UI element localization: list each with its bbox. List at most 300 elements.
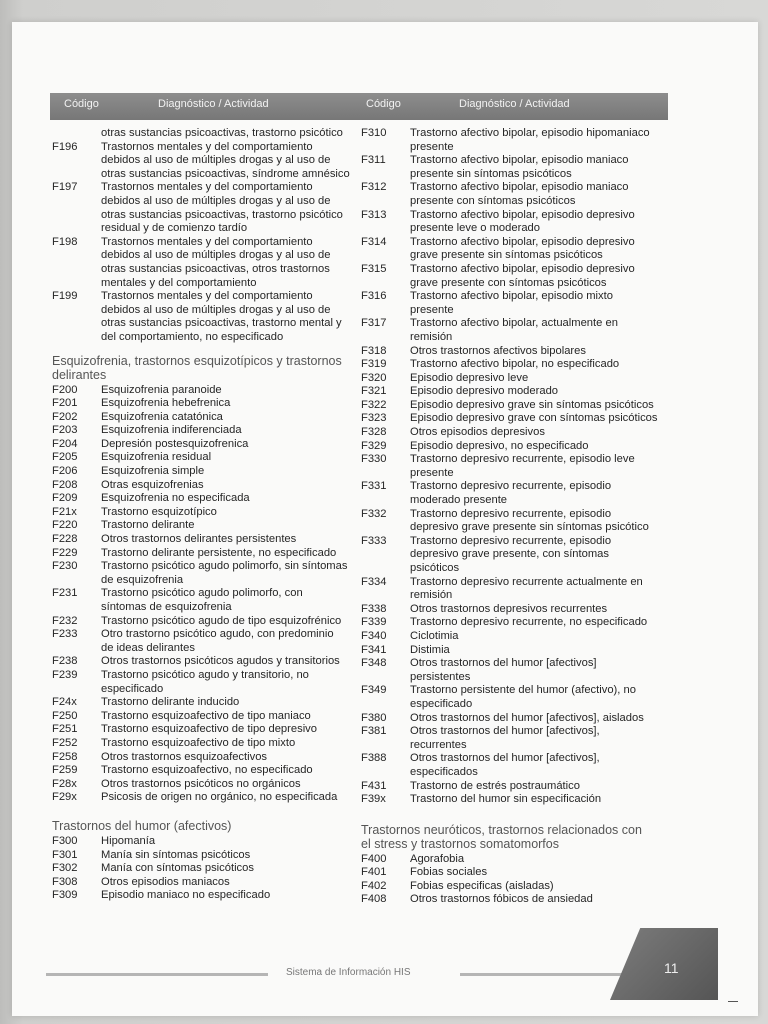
list-item — [361, 616, 679, 630]
diagnosis-description — [410, 644, 679, 658]
diagnosis-description — [410, 893, 679, 907]
diagnosis-code: F231 — [52, 587, 78, 600]
description-line: debidos al uso de múltiples drogas y al uso de — [101, 154, 331, 167]
description-line: Trastorno afectivo bipolar, episodio depresivo — [410, 262, 635, 275]
section-heading-neuroticos — [361, 823, 679, 851]
diagnosis-code: F199 — [52, 290, 78, 303]
list-item — [52, 181, 352, 235]
diagnosis-description — [410, 385, 679, 399]
diagnosis-description — [101, 506, 352, 520]
diagnosis-description — [410, 853, 679, 867]
diagnosis-code: F381 — [361, 725, 387, 738]
description-line: grave presente con síntomas psicóticos — [410, 276, 607, 289]
diagnosis-code: F328 — [361, 426, 387, 439]
diagnosis-code: F209 — [52, 492, 78, 505]
description-line: Otros trastornos depresivos recurrentes — [410, 602, 608, 615]
list-item — [52, 723, 352, 737]
list-item — [361, 866, 679, 880]
description-line: Otros trastornos afectivos bipolares — [410, 344, 586, 357]
diagnosis-description — [410, 440, 679, 454]
diagnosis-description — [101, 849, 352, 863]
description-line: presente — [410, 140, 454, 153]
diagnosis-code: F220 — [52, 519, 78, 532]
list-item — [52, 384, 352, 398]
list-item — [52, 533, 352, 547]
diagnosis-code: F258 — [52, 750, 78, 763]
diagnosis-description — [101, 751, 352, 765]
diagnosis-code: F259 — [52, 764, 78, 777]
list-item — [361, 440, 679, 454]
description-line: Psicosis de origen no orgánico, no especificada — [101, 791, 338, 804]
diagnosis-code — [52, 127, 101, 141]
section-heading-humor — [52, 819, 352, 833]
list-item — [361, 853, 679, 867]
diagnosis-description — [101, 547, 352, 561]
description-line: Trastorno psicótico agudo y transitorio, no — [101, 668, 309, 681]
diagnosis-description — [410, 154, 679, 181]
diagnosis-code: F310 — [361, 127, 387, 139]
description-line: remisión — [410, 589, 453, 602]
description-line: Esquizofrenia hebefrenica — [101, 397, 231, 410]
description-line: Depresión postesquizofrenica — [101, 437, 249, 450]
diagnosis-description — [101, 290, 352, 344]
diagnosis-code: F251 — [52, 723, 78, 736]
diagnosis-code: F200 — [52, 383, 78, 396]
heading-line: Esquizofrenia, trastornos esquizotípicos y trastornos — [52, 353, 342, 368]
list-item — [361, 372, 679, 386]
diagnosis-code: F238 — [52, 655, 78, 668]
description-line: presente — [410, 303, 454, 316]
description-line: Trastorno afectivo bipolar, episodio maniaco — [410, 181, 629, 194]
table-header — [50, 93, 668, 120]
diagnosis-code: F206 — [52, 465, 78, 478]
description-line: Otros trastornos del humor [afectivos], — [410, 752, 600, 765]
header-left-diagnosis: Diagnóstico / Actividad — [158, 98, 269, 110]
diagnosis-description — [101, 889, 352, 903]
list-item — [361, 263, 679, 290]
diagnosis-code: F202 — [52, 410, 78, 423]
description-line: grave presente sin síntomas psicóticos — [410, 249, 603, 262]
heading-line: Trastornos neuróticos, trastornos relacionados con — [361, 822, 642, 837]
neuroticos-list — [361, 853, 679, 907]
description-line: Trastorno depresivo recurrente, no especificado — [410, 616, 648, 629]
diagnosis-description — [410, 127, 679, 154]
diagnosis-code: F349 — [361, 684, 387, 697]
diagnosis-code: F24x — [52, 696, 77, 709]
diagnosis-code: F229 — [52, 546, 78, 559]
description-line: especificados — [410, 765, 478, 778]
description-line: Trastorno esquizoafectivo de tipo depresivo — [101, 723, 317, 736]
list-item — [361, 630, 679, 644]
description-line: Otros trastornos del humor [afectivos], aislados — [410, 711, 644, 724]
description-line: Episodio depresivo leve — [410, 371, 529, 384]
list-item — [52, 492, 352, 506]
diagnosis-description — [101, 411, 352, 425]
description-line: Trastorno afectivo bipolar, episodio depresivo — [410, 208, 635, 221]
diagnosis-description — [410, 290, 679, 317]
description-line: Otros trastornos del humor [afectivos], — [410, 725, 600, 738]
description-line: Episodio depresivo grave con síntomas psicóticos — [410, 412, 658, 425]
heading-line: el stress y trastornos somatomorfos — [361, 836, 559, 851]
list-item — [361, 236, 679, 263]
diagnosis-code: F315 — [361, 262, 387, 275]
diagnosis-description — [101, 236, 352, 290]
list-item — [52, 465, 352, 479]
list-item — [52, 141, 352, 182]
header-right-diagnosis: Diagnóstico / Actividad — [459, 98, 570, 110]
description-line: Trastorno depresivo recurrente, episodio — [410, 534, 612, 547]
diagnosis-code: F320 — [361, 371, 387, 384]
description-line: presente con síntomas psicóticos — [410, 194, 576, 207]
diagnosis-description — [410, 576, 679, 603]
description-line: debidos al uso de múltiples drogas y al uso de — [101, 303, 331, 316]
list-item — [52, 764, 352, 778]
description-line: otras sustancias psicoactivas, trastorno psicótico — [101, 127, 343, 139]
description-line: Otros trastornos psicóticos agudos y transitorios — [101, 655, 340, 668]
description-line: Trastorno afectivo bipolar, actualmente en — [410, 317, 618, 330]
diagnosis-code: F332 — [361, 507, 387, 520]
list-item — [361, 290, 679, 317]
description-line: Esquizofrenia paranoide — [101, 383, 222, 396]
list-item — [52, 669, 352, 696]
list-item — [52, 737, 352, 751]
description-line: Episodio maniaco no especificado — [101, 889, 271, 902]
diagnosis-description — [410, 236, 679, 263]
list-item — [52, 778, 352, 792]
diagnosis-description — [101, 696, 352, 710]
diagnosis-description — [101, 723, 352, 737]
diagnosis-description — [101, 791, 352, 805]
list-item — [52, 424, 352, 438]
list-item — [361, 399, 679, 413]
diagnosis-code: F232 — [52, 614, 78, 627]
description-line: Trastornos mentales y del comportamiento — [101, 140, 313, 153]
diagnosis-description — [410, 358, 679, 372]
description-line: remisión — [410, 330, 453, 343]
diagnosis-description — [410, 603, 679, 617]
diagnosis-code: F252 — [52, 736, 78, 749]
list-item — [361, 535, 679, 576]
diagnosis-description — [101, 181, 352, 235]
diagnosis-description — [410, 780, 679, 794]
diagnosis-code: F388 — [361, 752, 387, 765]
diagnosis-code: F333 — [361, 534, 387, 547]
description-line: Trastorno esquizotípico — [101, 505, 217, 518]
description-line: Esquizofrenia indiferenciada — [101, 424, 242, 437]
description-line: mentales y del comportamiento — [101, 276, 257, 289]
list-item — [52, 411, 352, 425]
diagnosis-code: F208 — [52, 478, 78, 491]
description-line: Otros trastornos fóbicos de ansiedad — [410, 893, 593, 906]
diagnosis-code: F431 — [361, 779, 387, 792]
description-line: Otros trastornos del humor [afectivos] — [410, 657, 597, 670]
diagnosis-code: F401 — [361, 866, 387, 879]
list-item — [361, 209, 679, 236]
description-line: otras sustancias psicoactivas, trastorno psicótico — [101, 208, 343, 221]
description-line: Trastorno delirante inducido — [101, 696, 240, 709]
diagnosis-description — [410, 880, 679, 894]
diagnosis-code: F322 — [361, 398, 387, 411]
list-item — [361, 780, 679, 794]
diagnosis-description — [101, 655, 352, 669]
header-left-code: Código — [64, 98, 99, 110]
list-item — [52, 876, 352, 890]
description-line: presente leve o moderado — [410, 222, 540, 235]
list-item — [52, 889, 352, 903]
diagnosis-code: F380 — [361, 711, 387, 724]
edge-mark — [728, 1001, 738, 1002]
diagnosis-code: F233 — [52, 628, 78, 641]
description-line: Trastorno afectivo bipolar, episodio mixto — [410, 290, 613, 303]
diagnosis-code: F402 — [361, 879, 387, 892]
description-line: Manía sin síntomas psicóticos — [101, 848, 251, 861]
description-line: Episodio depresivo, no especificado — [410, 439, 589, 452]
diagnosis-description — [101, 479, 352, 493]
diagnosis-code: F313 — [361, 208, 387, 221]
description-line: Trastorno psicótico agudo polimorfo, sin síntomas — [101, 560, 348, 573]
list-item — [52, 397, 352, 411]
description-line: Esquizofrenia catatónica — [101, 410, 223, 423]
diagnosis-description — [410, 684, 679, 711]
description-line: especificado — [101, 682, 164, 695]
diagnosis-code: F196 — [52, 140, 78, 153]
description-line: Fobias especificas (aisladas) — [410, 879, 554, 892]
list-item — [361, 412, 679, 426]
diagnosis-code: F348 — [361, 657, 387, 670]
diagnosis-code: F29x — [52, 791, 77, 804]
description-line: Otros trastornos delirantes persistentes — [101, 533, 297, 546]
description-line: Trastorno afectivo bipolar, episodio depresivo — [410, 235, 635, 248]
description-line: Trastorno afectivo bipolar, episodio hipomaniaco — [410, 127, 650, 139]
diagnosis-description — [410, 657, 679, 684]
diagnosis-description — [410, 630, 679, 644]
description-line: Trastorno del humor sin especificación — [410, 793, 602, 806]
diagnosis-code: F312 — [361, 181, 387, 194]
list-item — [52, 587, 352, 614]
diagnosis-description — [410, 317, 679, 344]
description-line: Trastorno afectivo bipolar, episodio maniaco — [410, 154, 629, 167]
diagnosis-description — [101, 438, 352, 452]
description-line: Hipomanía — [101, 834, 156, 847]
list-item — [361, 358, 679, 372]
diagnosis-description — [101, 710, 352, 724]
description-line: Distimia — [410, 643, 450, 656]
description-line: Trastorno psicótico agudo polimorfo, con — [101, 587, 303, 600]
list-item — [361, 657, 679, 684]
description-line: Otros episodios maniacos — [101, 875, 230, 888]
diagnosis-description — [101, 628, 352, 655]
diagnosis-description — [410, 752, 679, 779]
section-heading-esquizofrenia — [52, 354, 352, 382]
diagnosis-description — [410, 725, 679, 752]
description-line: Episodio depresivo grave sin síntomas psicóticos — [410, 398, 654, 411]
list-item — [52, 547, 352, 561]
description-line: Trastorno de estrés postraumático — [410, 779, 580, 792]
diagnosis-description — [410, 412, 679, 426]
description-line: presente — [410, 466, 454, 479]
list-item — [52, 696, 352, 710]
description-line: presente sin síntomas psicóticos — [410, 167, 572, 180]
diagnosis-description — [101, 862, 352, 876]
diagnosis-code: F317 — [361, 317, 387, 330]
list-item — [361, 127, 679, 154]
description-line: síntomas de esquizofrenia — [101, 601, 232, 613]
diagnosis-code: F198 — [52, 235, 78, 248]
list-item — [361, 453, 679, 480]
description-line: debidos al uso de múltiples drogas y al uso de — [101, 194, 331, 207]
heading-line: Trastornos del humor (afectivos) — [52, 818, 232, 833]
diagnosis-description — [101, 615, 352, 629]
diagnosis-code: F400 — [361, 852, 387, 865]
description-line: especificado — [410, 697, 473, 710]
description-line: residual y de comienzo tardío — [101, 222, 248, 235]
diagnosis-code: F28x — [52, 777, 77, 790]
diagnosis-description — [410, 866, 679, 880]
description-line: moderado presente — [410, 494, 508, 507]
description-line: Trastorno depresivo recurrente, episodio leve — [410, 453, 635, 466]
description-line: Otras esquizofrenias — [101, 478, 204, 491]
list-item — [361, 793, 679, 807]
diagnosis-description — [101, 397, 352, 411]
diagnosis-code: F204 — [52, 437, 78, 450]
diagnosis-description — [410, 426, 679, 440]
description-line: otras sustancias psicoactivas, síndrome amnésico — [101, 167, 350, 180]
list-item — [361, 345, 679, 359]
diagnosis-description — [101, 533, 352, 547]
description-line: Otro trastorno psicótico agudo, con predominio — [101, 628, 334, 641]
diagnosis-description — [410, 535, 679, 576]
description-line: Trastorno delirante — [101, 519, 195, 532]
diagnosis-code: F21x — [52, 505, 77, 518]
diagnosis-code: F329 — [361, 439, 387, 452]
list-item — [361, 644, 679, 658]
description-line: Otros trastornos psicóticos no orgánicos — [101, 777, 301, 790]
list-item — [52, 628, 352, 655]
diagnosis-description — [101, 424, 352, 438]
description-line: otras sustancias psicoactivas, otros trastornos — [101, 262, 330, 275]
description-line: Trastorno esquizoafectivo, no especificado — [101, 764, 313, 777]
diagnosis-code: F408 — [361, 893, 387, 906]
diagnosis-code: F39x — [361, 793, 386, 806]
description-line: Trastorno delirante persistente, no especificado — [101, 546, 337, 559]
description-line: Trastornos mentales y del comportamiento — [101, 290, 313, 303]
diagnosis-code: F300 — [52, 834, 78, 847]
diagnosis-code: F301 — [52, 848, 78, 861]
list-item — [361, 603, 679, 617]
diagnosis-code: F250 — [52, 709, 78, 722]
diagnosis-code: F201 — [52, 397, 78, 410]
description-line: psicóticos — [410, 562, 460, 574]
description-line: Esquizofrenia residual — [101, 451, 212, 464]
diagnosis-code: F323 — [361, 412, 387, 425]
list-item — [52, 791, 352, 805]
description-line: Otros episodios depresivos — [410, 426, 545, 439]
diagnosis-code: F340 — [361, 629, 387, 642]
description-line: debidos al uso de múltiples drogas y al uso de — [101, 249, 331, 262]
diagnosis-description — [101, 451, 352, 465]
list-item — [52, 506, 352, 520]
diagnosis-code: F319 — [361, 358, 387, 371]
diagnosis-code: F230 — [52, 560, 78, 573]
list-item — [52, 615, 352, 629]
list-item — [361, 893, 679, 907]
description-line: Trastorno psicótico agudo de tipo esquizofrénico — [101, 614, 342, 627]
left-column — [52, 127, 352, 903]
description-line: Trastornos mentales y del comportamiento — [101, 181, 313, 194]
list-item — [52, 655, 352, 669]
diagnosis-description — [101, 669, 352, 696]
description-line: recurrentes — [410, 738, 467, 751]
description-line: Trastorno depresivo recurrente, episodio — [410, 480, 612, 493]
description-line: Trastorno persistente del humor (afectivo), no — [410, 684, 636, 697]
list-item — [52, 479, 352, 493]
list-item — [361, 385, 679, 399]
list-item — [52, 236, 352, 290]
description-line: de ideas delirantes — [101, 641, 195, 654]
description-line: de esquizofrenia — [101, 573, 184, 586]
diagnosis-description — [101, 384, 352, 398]
diagnosis-description — [101, 519, 352, 533]
diagnosis-code: F302 — [52, 862, 78, 875]
diagnosis-code: F330 — [361, 453, 387, 466]
list-item — [52, 560, 352, 587]
diagnosis-code: F334 — [361, 575, 387, 588]
description-line: otras sustancias psicoactivas, trastorno mental y — [101, 317, 342, 330]
list-item — [52, 438, 352, 452]
diagnosis-description — [101, 492, 352, 506]
description-line: depresivo grave presente sin síntomas psicótico — [410, 521, 649, 534]
list-item — [361, 426, 679, 440]
list-item — [361, 480, 679, 507]
diagnosis-code: F318 — [361, 344, 387, 357]
diagnosis-code: F197 — [52, 181, 78, 194]
list-item — [52, 835, 352, 849]
diagnosis-description — [410, 372, 679, 386]
list-item — [52, 290, 352, 344]
diagnosis-description — [410, 399, 679, 413]
diagnosis-description — [410, 345, 679, 359]
page-number: 11 — [664, 960, 679, 976]
list-item — [361, 181, 679, 208]
diagnosis-description — [101, 587, 352, 614]
diagnosis-code: F316 — [361, 290, 387, 303]
description-line: Trastorno depresivo recurrente actualmente en — [410, 575, 643, 588]
description-line: Otros trastornos esquizoafectivos — [101, 750, 268, 763]
diagnosis-description — [410, 480, 679, 507]
list-item — [361, 576, 679, 603]
list-item — [361, 684, 679, 711]
list-item — [361, 508, 679, 535]
list-item — [52, 862, 352, 876]
diagnosis-description — [410, 508, 679, 535]
description-line: Trastorno esquizoafectivo de tipo mixto — [101, 736, 296, 749]
diagnosis-code: F314 — [361, 235, 387, 248]
list-item — [52, 519, 352, 533]
diagnosis-code: F205 — [52, 451, 78, 464]
diagnosis-description — [410, 263, 679, 290]
humor-list — [52, 835, 352, 903]
header-right-code: Código — [366, 98, 401, 110]
list-item — [361, 154, 679, 181]
diagnosis-code: F239 — [52, 668, 78, 681]
diagnosis-description — [101, 141, 352, 182]
diagnosis-description — [101, 764, 352, 778]
diagnosis-description — [101, 835, 352, 849]
diagnosis-code: F338 — [361, 602, 387, 615]
diagnosis-description — [410, 209, 679, 236]
list-item — [52, 451, 352, 465]
description-line: depresivo grave presente, con síntomas — [410, 548, 609, 561]
